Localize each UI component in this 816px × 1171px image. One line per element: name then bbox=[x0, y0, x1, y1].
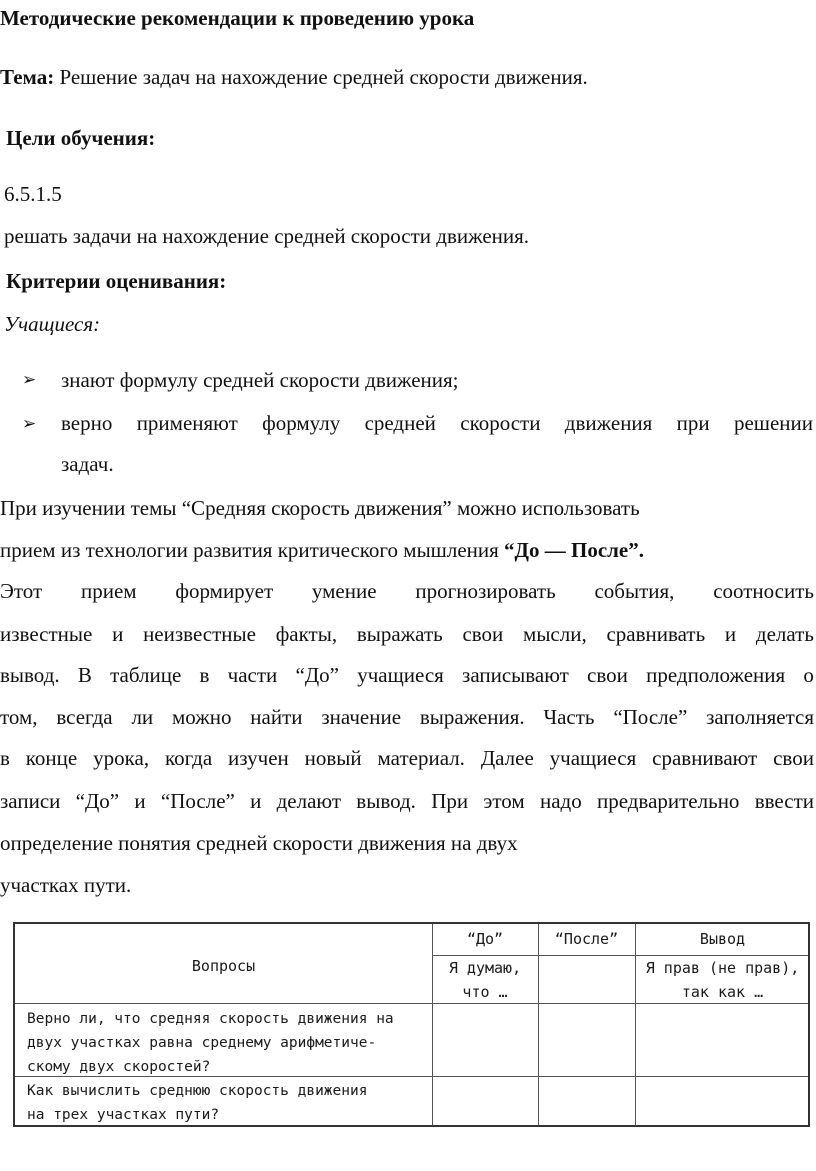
header-conclusion: Вывод bbox=[699, 930, 746, 948]
topic-label: Тема: bbox=[0, 65, 55, 89]
criteria-label: Критерии оценивания: bbox=[6, 269, 227, 293]
header-questions: Вопросы bbox=[191, 957, 256, 975]
header-before: “До” bbox=[466, 930, 504, 948]
table-row: Как вычислить среднюю скорость движения на трех участках пути? bbox=[27, 1083, 368, 1123]
bullet-2-cont: задач. bbox=[61, 452, 114, 476]
students-label: Учащиеся: bbox=[4, 312, 101, 336]
heading: Методические рекомендации к проведению урока bbox=[0, 6, 475, 30]
para-line-2: прием из технологии развития критического мышления “До — После”. bbox=[0, 538, 644, 562]
goals-code: 6.5.1.5 bbox=[4, 182, 62, 206]
conclusion-sub: Я прав (не прав), так как … bbox=[645, 959, 800, 1001]
bullet-arrow-icon: ➢ bbox=[22, 370, 37, 389]
table-row: Верно ли, что средняя скорость движения на двух участках равна среднему арифметиче- скому двух скоростей? bbox=[27, 1011, 394, 1075]
bullet-arrow-icon: ➢ bbox=[22, 414, 37, 433]
goals-text: решать задачи на нахождение средней скорости движения. bbox=[4, 224, 530, 248]
before-after-table bbox=[13, 922, 810, 1127]
para-line-10: участках пути. bbox=[0, 873, 132, 897]
para-line-6: том, всегда ли можно найти значение выражения. Часть “После” заполняется bbox=[0, 705, 814, 729]
para-line-4: известные и неизвестные факты, выражать свои мысли, сравнивать и делать bbox=[0, 622, 814, 646]
para-line-7: в конце урока, когда изучен новый материал. Далее учащиеся сравнивают свои bbox=[0, 746, 814, 770]
before-sub: Я думаю, что … bbox=[448, 959, 522, 1001]
para-line-1: При изучении темы “Средняя скорость движения” можно использовать bbox=[0, 496, 640, 520]
bullet-2: верно применяют формулу средней скорости движения при решении bbox=[61, 411, 813, 435]
header-after: “После” bbox=[554, 930, 619, 948]
topic-line bbox=[0, 65, 588, 90]
goals-label: Цели обучения: bbox=[6, 126, 156, 150]
para-line-8: записи “До” и “После” и делают вывод. При этом надо предварительно ввести bbox=[0, 789, 814, 813]
para-line-5: вывод. В таблице в части “До” учащиеся записывают свои предположения о bbox=[0, 663, 814, 687]
topic-text: Решение задач на нахождение средней скорости движения. bbox=[54, 65, 588, 89]
para-line-9: определение понятия средней скорости движения на двух bbox=[0, 831, 518, 855]
para-line-3: Этот прием формирует умение прогнозировать события, соотносить bbox=[0, 579, 814, 603]
bullet-1: знают формулу средней скорости движения; bbox=[61, 368, 459, 392]
